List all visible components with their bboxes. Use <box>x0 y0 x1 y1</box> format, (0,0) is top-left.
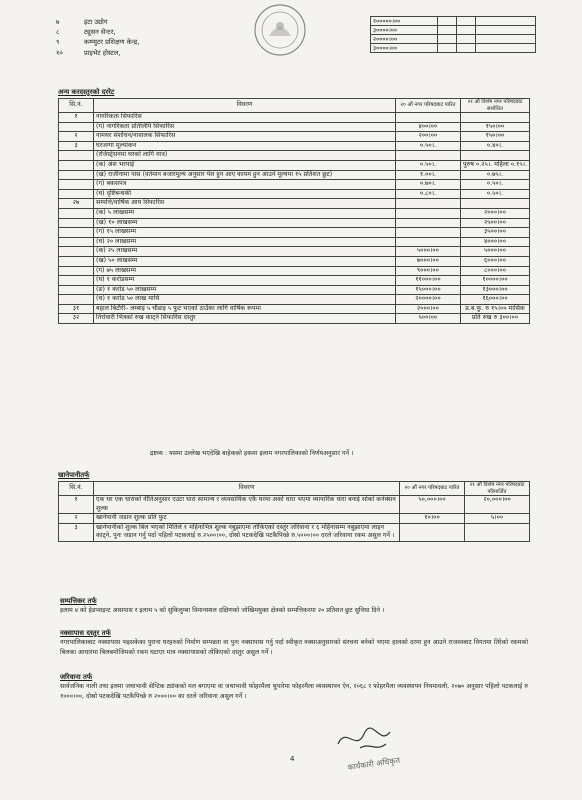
empty-cell <box>457 17 476 26</box>
table-row <box>59 189 530 199</box>
amount-revised-cell: ६०००।०० <box>460 256 529 266</box>
description-cell: (रजिस्ट्रेसनमा घरको लागि मात्र) <box>94 151 396 161</box>
serial-cell <box>59 170 94 180</box>
list-item <box>56 27 139 37</box>
description-cell: (ग) नागरिकता प्रतिलिपि सिफारिस <box>94 122 396 132</box>
water-heading: खानेपानीतर्फ <box>58 471 90 479</box>
serial-cell <box>59 266 94 276</box>
table-row <box>59 523 530 541</box>
serial-cell <box>59 276 94 286</box>
item-label: प्राइभेट होस्टल, <box>84 48 121 57</box>
water-fees-body <box>59 496 530 542</box>
empty-cell <box>476 35 536 44</box>
description-cell: एक घर एक धाराको नीतिअनुसार एउटा धारा सामान्य र व्यवसायिक एकै घरमा अर्को धारा भएमा व्यापारिक धारा बनाई सोको कनेक्सन शुल्क <box>94 496 400 514</box>
description-cell: खानेपानीको शुल्क बिल भएको मितिले १ महिनाभित्र शुल्क नबुझाएमा तोकिएको दस्तुर जरिवाना र ६ महिनासम्म नबुझाएमा लाइन काट्ने, पुनः जडान गर्नु पर्दा पहिलो पटकलाई रु.२५००।००, दोस्रो पटकदेखि पटकैपिच्छे रु.५०००।०० दरले जरिवाना रकम असुल गर्ने । <box>94 523 400 541</box>
description-cell: (घ) १ करोडसम्म <box>94 276 396 286</box>
amount-passed-cell: ४००।०० <box>395 122 460 132</box>
amount-passed-cell: ०.५०।. <box>395 160 460 170</box>
amount-passed-cell: २००००।०० <box>395 295 460 305</box>
description-cell: तिरोवारी भित्रको रुख काट्ने सिफारिस दस्तुर <box>94 314 396 324</box>
column-header: विवरण <box>94 99 396 113</box>
column-header: २१ औं विशेष नगर परिषदबाट परिमार्जित <box>465 482 530 496</box>
amount-passed-cell <box>395 199 460 209</box>
section-body: इलाम ४ को हेडप्वाइन्ट आसपास र इलाम ५ को सुकिलुम्बा विमानस्थल दक्षिणको जोखिमयुक्त क्षेत्रको सम्पत्तिकरमा २० प्रतिशत छुट सुविधा दिने । <box>60 607 385 614</box>
table-row <box>59 208 530 218</box>
description-cell: सम्पत्ति/वार्षिक आय सिफारिस <box>94 199 396 209</box>
water-fees-table <box>58 481 530 542</box>
serial-cell: २ <box>59 132 94 142</box>
amount-cell: १०००००।०० <box>371 17 438 26</box>
serial-cell: ३१ <box>59 304 94 314</box>
section-body: नगरपालिकाबाट नक्सापास भइसकेका पुराना घरहरुको निर्माण सम्पन्नता वा पुनः नक्सापास गर्नु पर्दा स्वीकृत नक्साअनुसारको संरचना बनेको भएमा हालको दरमा हुन आउने राजस्वबाट विगतमा तिरेको रकमको बिलका आधारमा बिलबमोजिमको रकम घटाएर मात्र नक्सापासको तोकिएको दस्तुर असुल गर्ने । <box>60 639 528 656</box>
serial-cell: २७ <box>59 199 94 209</box>
amount-revised-cell: २५००।०० <box>460 218 529 228</box>
table-row <box>371 44 536 53</box>
table-row <box>59 151 530 161</box>
top-list <box>56 17 139 58</box>
description-cell: नामथर संशोधन/नावालक सिफारिस <box>94 132 396 142</box>
amount-revised-cell <box>460 199 529 209</box>
empty-cell <box>476 44 536 53</box>
other-fees-heading: अन्य करदस्तुरको दररेट <box>58 88 115 96</box>
table-row <box>59 122 530 132</box>
amount-revised-cell: ०.५०।. <box>460 189 529 199</box>
serial-cell: १ <box>59 496 94 514</box>
section-heading: सम्पत्तिकर तर्फ <box>60 597 97 605</box>
column-header: २० औं नगर परिषदबाट पारित <box>395 99 460 113</box>
table-row <box>59 514 530 524</box>
amount-passed-cell: ०.५०।. <box>395 141 460 151</box>
amount-passed-cell <box>400 523 465 541</box>
amount-revised-cell: ५।०० <box>465 514 530 524</box>
amount-revised-cell <box>460 113 529 123</box>
table-row <box>59 276 530 286</box>
empty-cell <box>457 44 476 53</box>
description-cell: नागरिकता सिफारिस <box>94 113 396 123</box>
table-row <box>59 285 530 295</box>
description-cell: (क) ५ लाखसम्म <box>94 208 396 218</box>
table-header-row <box>59 482 530 496</box>
empty-cell <box>438 17 457 26</box>
serial-cell <box>59 247 94 257</box>
signature-stamp <box>320 722 430 792</box>
amount-passed-cell: २०००।०० <box>395 304 460 314</box>
empty-cell <box>438 26 457 35</box>
amount-revised-cell: १६०००।०० <box>460 295 529 305</box>
amount-passed-cell: ९०००।०० <box>395 266 460 276</box>
empty-cell <box>476 26 536 35</box>
serial-cell <box>59 256 94 266</box>
table-row <box>59 113 530 123</box>
table-row <box>59 199 530 209</box>
empty-cell <box>438 35 457 44</box>
amount-passed-cell <box>395 208 460 218</box>
section-heading: जरिवाना तर्फ <box>60 673 93 681</box>
amount-passed-cell: ५०००।०० <box>395 247 460 257</box>
amount-revised-cell: ८०००।०० <box>460 266 529 276</box>
amount-revised-cell: १५०।०० <box>460 132 529 142</box>
amount-revised-cell: प्र.ब.फु. रु १५।०० मासिक <box>460 304 529 314</box>
table-row <box>371 17 536 26</box>
amount-revised-cell: ५०००।०० <box>460 247 529 257</box>
amount-revised-cell: १५०।०० <box>460 122 529 132</box>
column-header: सि.नं. <box>59 482 94 496</box>
stamp-text: कार्यकारी अधिकृत <box>347 755 401 772</box>
list-item <box>56 48 139 58</box>
item-label: ट्युसन सेन्टर, <box>84 28 116 37</box>
amount-revised-cell: २०००।०० <box>460 208 529 218</box>
item-number: ९ <box>56 38 60 47</box>
table-row <box>59 218 530 228</box>
serial-cell <box>59 160 94 170</box>
item-number: ८ <box>56 28 60 37</box>
serial-cell: ३ <box>59 141 94 151</box>
amount-passed-cell: १.००।. <box>395 170 460 180</box>
empty-cell <box>457 26 476 35</box>
description-cell: खानेपानी जडान शुल्क प्रति फुट <box>94 514 400 524</box>
amount-passed-cell <box>395 237 460 247</box>
note-text: द्रष्टव्य : यसमा उल्लेख भएदेखि बाहेकको हकमा इलाम नगरपालिकाको निर्णयअनुसार गर्ने । <box>150 450 354 457</box>
serial-cell <box>59 180 94 190</box>
description-cell: (ग) ७५ लाखसम्म <box>94 266 396 276</box>
amount-revised-cell: ०.७५।. <box>460 170 529 180</box>
amount-passed-cell: ०.७०।. <box>395 180 460 190</box>
amount-revised-cell: ३५००।०० <box>460 228 529 238</box>
amount-cell: ३००००।०० <box>371 26 438 35</box>
top-amount-table <box>370 16 536 53</box>
list-item <box>56 37 139 47</box>
item-number: १० <box>56 48 63 57</box>
table-row <box>59 256 530 266</box>
table-row <box>59 304 530 314</box>
amount-passed-cell: १०।०० <box>400 514 465 524</box>
description-cell: (ख) ५० लाखसम्म <box>94 256 396 266</box>
table-row <box>59 170 530 180</box>
serial-cell <box>59 228 94 238</box>
amount-revised-cell: १००००।०० <box>460 276 529 286</box>
table-row <box>59 160 530 170</box>
table-row <box>59 180 530 190</box>
section-body: सार्वजनिक नाली तथा इलमा जथाभावी सेप्टिक ट्यांकको मल बगाएमा वा जथाभावी फोहरमैला थुपारेमा फोहरमैला व्यवस्थापन ऐन, २०६८ र फोहरमैला व्यवस्थापन नियमावली, २०७० अनुसार पहिलो पटकलाई रु १०००।००, दोस्रो पटकदेखि पटकैपिच्छे रु २०००।०० का दरले जरिवाना असुल गर्ने । <box>60 683 528 700</box>
serial-cell <box>59 208 94 218</box>
item-label: कम्प्युटर प्रशिक्षण केन्द्र, <box>84 38 140 47</box>
amount-passed-cell: १५०००।०० <box>395 285 460 295</box>
amount-revised-cell: २०,०००।०० <box>465 496 530 514</box>
amount-cell: २००००।०० <box>371 35 438 44</box>
serial-cell: ३ <box>59 523 94 541</box>
table-header-row <box>59 99 530 113</box>
serial-cell: २ <box>59 514 94 524</box>
table-row <box>59 237 530 247</box>
serial-cell: ३२ <box>59 314 94 324</box>
description-cell: (ग) १५ लाखसम्म <box>94 228 396 238</box>
serial-cell <box>59 218 94 228</box>
amount-passed-cell: ७०००।०० <box>395 256 460 266</box>
amount-passed-cell: २००।०० <box>395 132 460 142</box>
amount-revised-cell: ०.४०।. <box>460 141 529 151</box>
other-fees-body <box>59 113 530 324</box>
other-fees-table <box>58 98 530 324</box>
serial-cell <box>59 237 94 247</box>
section-heading: नक्सापास दस्तुर तर्फ <box>60 629 111 637</box>
serial-cell <box>59 122 94 132</box>
description-cell: (घ) दृष्टिबन्धकी <box>94 189 396 199</box>
table-row <box>59 496 530 514</box>
amount-passed-cell: ५००।०० <box>395 314 460 324</box>
table-row <box>59 228 530 238</box>
column-header: विवरण <box>94 482 400 496</box>
amount-passed-cell <box>395 218 460 228</box>
amount-revised-cell: प्रति रुख रु ३००।०० <box>460 314 529 324</box>
amount-passed-cell <box>395 151 460 161</box>
description-cell: बहाल बिटौरी– लम्बाइ ५ चौडाइ ५ फुट भएको ठाउँका लागि वार्षिक रूपमा <box>94 304 396 314</box>
description-cell: (घ) २० लाखसम्म <box>94 237 396 247</box>
table-row <box>371 26 536 35</box>
description-cell: (च) १ करोड ५० लाख माथि <box>94 295 396 305</box>
column-header: २१ औं विशेष नगर परिषदबाट संशोधित <box>460 99 529 113</box>
table-row <box>59 314 530 324</box>
amount-revised-cell: ०.५०।. <box>460 180 529 190</box>
description-cell: (ङ) १ करोड ५० लाखसम्म <box>94 285 396 295</box>
amount-revised-cell <box>460 151 529 161</box>
empty-cell <box>438 44 457 53</box>
table-row <box>59 141 530 151</box>
table-row <box>59 247 530 257</box>
amount-revised-cell: पुरुष ०.२५।. महिला ०.१५।. <box>460 160 529 170</box>
page-number: 4 <box>290 755 295 763</box>
list-item <box>56 17 139 27</box>
description-cell: घरजग्गा मूल्यांकन <box>94 141 396 151</box>
serial-cell: १ <box>59 113 94 123</box>
serial-cell <box>59 189 94 199</box>
empty-cell <box>457 35 476 44</box>
item-label: इटा उद्योग <box>84 18 108 26</box>
amount-cell: ३००००।०० <box>371 44 438 53</box>
amount-revised-cell: ४०००।०० <box>460 237 529 247</box>
serial-cell <box>59 151 94 161</box>
municipality-seal <box>252 2 308 58</box>
empty-cell <box>476 17 536 26</box>
table-row <box>59 266 530 276</box>
serial-cell <box>59 295 94 305</box>
serial-cell <box>59 285 94 295</box>
amount-passed-cell <box>395 113 460 123</box>
table-row <box>59 132 530 142</box>
amount-passed-cell: ०.८०।. <box>395 189 460 199</box>
amount-passed-cell: ५०,०००।०० <box>400 496 465 514</box>
description-cell: (ग) बकसपत्र <box>94 180 396 190</box>
table-row <box>371 35 536 44</box>
amount-passed-cell: ११०००।०० <box>395 276 460 286</box>
description-cell: (ख) राजीनामा पास (वर्तमान बजारमूल्य अनुसार पेश हुन आए कायम हुन आउने मूल्यमा १५ प्रतिशत छुट) <box>94 170 396 180</box>
item-number: ७ <box>56 18 60 26</box>
column-header: २० औं नगर परिषदबाट पारित <box>400 482 465 496</box>
amount-passed-cell <box>395 228 460 238</box>
description-cell: (क) अंश भरपाई <box>94 160 396 170</box>
column-header: सि.नं. <box>59 99 94 113</box>
table-row <box>59 295 530 305</box>
description-cell: (ख) १० लाखसम्म <box>94 218 396 228</box>
amount-revised-cell <box>465 523 530 541</box>
amount-revised-cell: १३०००।०० <box>460 285 529 295</box>
description-cell: (क) २५ लाखसम्म <box>94 247 396 257</box>
